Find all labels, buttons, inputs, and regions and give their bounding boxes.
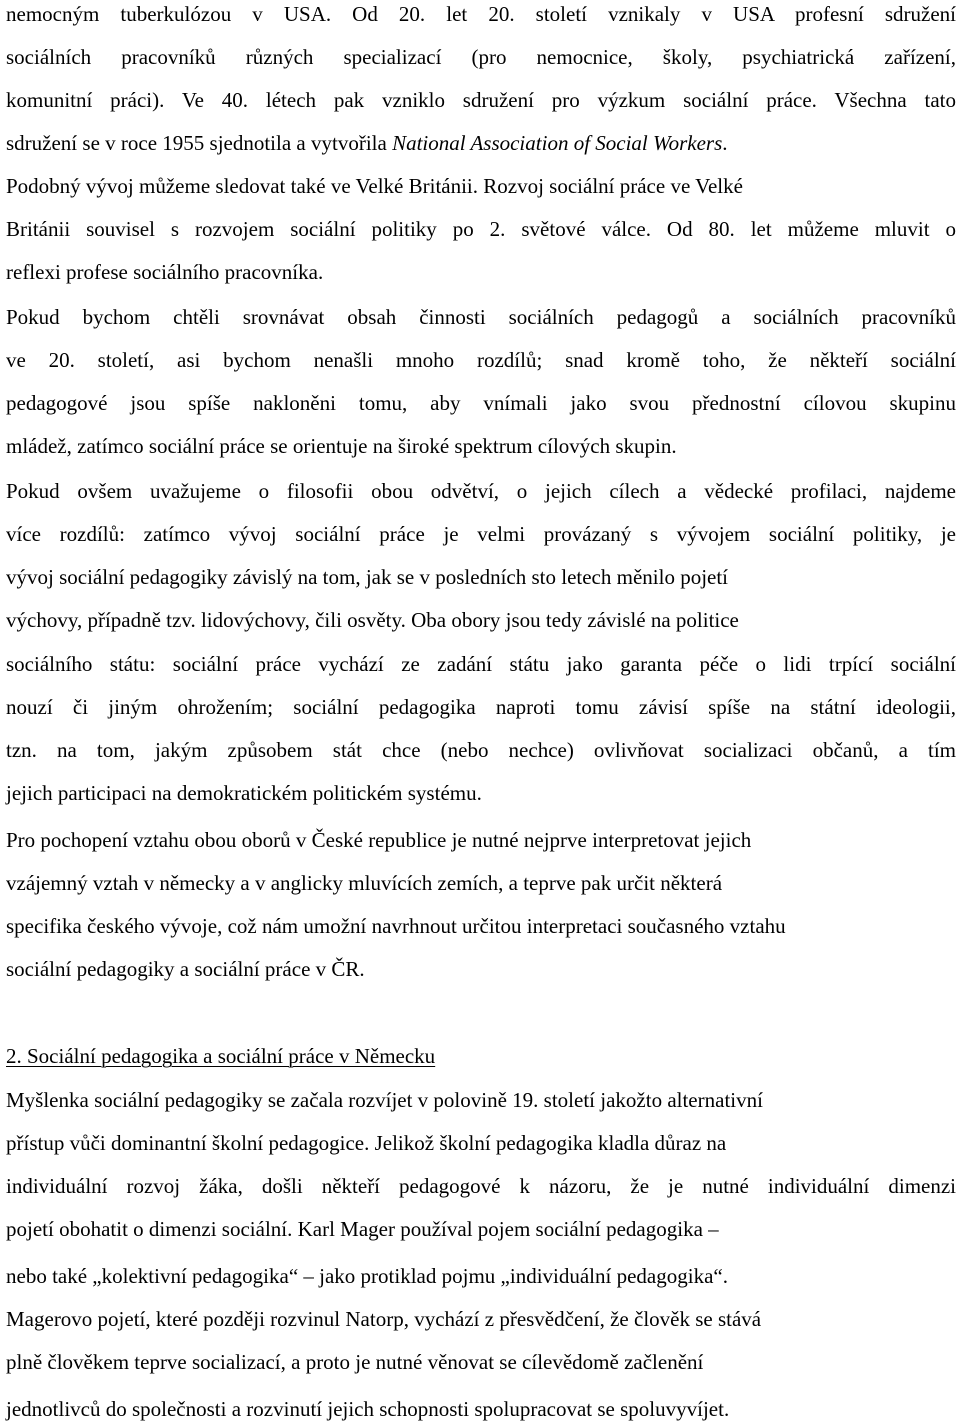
text-line: vývoj sociální pedagogiky závislý na tom, jak se v posledních sto letech měnilo pojetí bbox=[6, 565, 729, 589]
text-span: sdružení se v roce 1955 sjednotila a vytvořila bbox=[6, 131, 393, 155]
text-line: vzájemný vztah v německy a v anglicky mluvících zemích, a teprve pak určit některá bbox=[6, 871, 723, 895]
underlined-heading-text: 2. Sociální pedagogika a sociální práce v Německu bbox=[6, 1044, 436, 1068]
text-line: jednotlivců do společnosti a rozvinutí jejich schopnosti spolupracovat se spoluvyvíjet. bbox=[6, 1397, 730, 1421]
text-line: výchovy, případně tzv. lidovýchovy, čili osvěty. Oba obory jsou tedy závislé na politice bbox=[6, 608, 739, 632]
text-line: reflexi profese sociálního pracovníka. bbox=[6, 260, 324, 284]
text-span: . bbox=[722, 131, 728, 155]
text-line: ve 20. století, asi bychom nenašli mnoho rozdílů; snad kromě toho, že někteří sociální bbox=[6, 348, 956, 372]
text-line: mládež, zatímco sociální práce se orientuje na široké spektrum cílových skupin. bbox=[6, 434, 677, 458]
text-line: Podobný vývoj můžeme sledovat také ve Velké Británii. Rozvoj sociální práce ve Velké bbox=[6, 174, 743, 198]
text-line: Pokud ovšem uvažujeme o filosofii obou odvětví, o jejich cílech a vědecké profilaci, najdeme bbox=[6, 479, 956, 503]
text-line: individuální rozvoj žáka, došli někteří pedagogové k názoru, že je nutné individuální dimenzi bbox=[6, 1174, 956, 1198]
text-line: Magerovo pojetí, které později rozvinul Natorp, vychází z přesvědčení, že člověk se stává bbox=[6, 1307, 762, 1331]
text-line: pojetí obohatit o dimenzi sociální. Karl Mager používal pojem sociální pedagogika – bbox=[6, 1217, 719, 1241]
text-line: Británii souvisel s rozvojem sociální politiky po 2. světové válce. Od 80. let můžeme mluvit o bbox=[6, 217, 956, 241]
text-line: plně člověkem teprve socializací, a proto je nutné věnovat se cílevědomě začlenění bbox=[6, 1350, 704, 1374]
text-line: sociálních pracovníků různých specializací (pro nemocnice, školy, psychiatrická zařízení, bbox=[6, 45, 956, 69]
text-line: Pokud bychom chtěli srovnávat obsah činnosti sociálních pedagogů a sociálních pracovníků bbox=[6, 305, 956, 329]
text-line: tzn. na tom, jakým způsobem stát chce (nebo nechce) ovlivňovat socializaci občanů, a tím bbox=[6, 738, 956, 762]
text-line bbox=[6, 131, 728, 155]
text-line: nemocným tuberkulózou v USA. Od 20. let 20. století vznikaly v USA profesní sdružení bbox=[6, 2, 956, 26]
text-line: sociálního státu: sociální práce vychází ze zadání státu jako garanta péče o lidi trpící sociální bbox=[6, 652, 956, 676]
text-line: Pro pochopení vztahu obou oborů v České republice je nutné nejprve interpretovat jejich bbox=[6, 828, 752, 852]
text-line: jejich participaci na demokratickém politickém systému. bbox=[6, 781, 482, 805]
text-line: Myšlenka sociální pedagogiky se začala rozvíjet v polovině 19. století jakožto alternativní bbox=[6, 1088, 763, 1112]
text-line: pedagogové jsou spíše nakloněni tomu, aby vnímali jako svou přednostní cílovou skupinu bbox=[6, 391, 956, 415]
text-line: více rozdílů: zatímco vývoj sociální práce je velmi provázaný s vývojem sociální politiky, je bbox=[6, 522, 956, 546]
italic-text: National Association of Social Workers bbox=[392, 131, 723, 155]
text-line: specifika českého vývoje, což nám umožní navrhnout určitou interpretaci současného vztahu bbox=[6, 914, 786, 938]
text-line: nebo také „kolektivní pedagogika“ – jako protiklad pojmu „individuální pedagogika“. bbox=[6, 1264, 728, 1288]
text-line: komunitní práci). Ve 40. létech pak vzniklo sdružení pro výzkum sociální práce. Všechna tato bbox=[6, 88, 956, 112]
text-line: sociální pedagogiky a sociální práce v ČR. bbox=[6, 957, 365, 981]
section-heading bbox=[6, 1044, 435, 1068]
text-line: přístup vůči dominantní školní pedagogice. Jelikož školní pedagogika kladla důraz na bbox=[6, 1131, 727, 1155]
text-line: nouzí či jiným ohrožením; sociální pedagogika naproti tomu závisí spíše na státní ideologii, bbox=[6, 695, 956, 719]
